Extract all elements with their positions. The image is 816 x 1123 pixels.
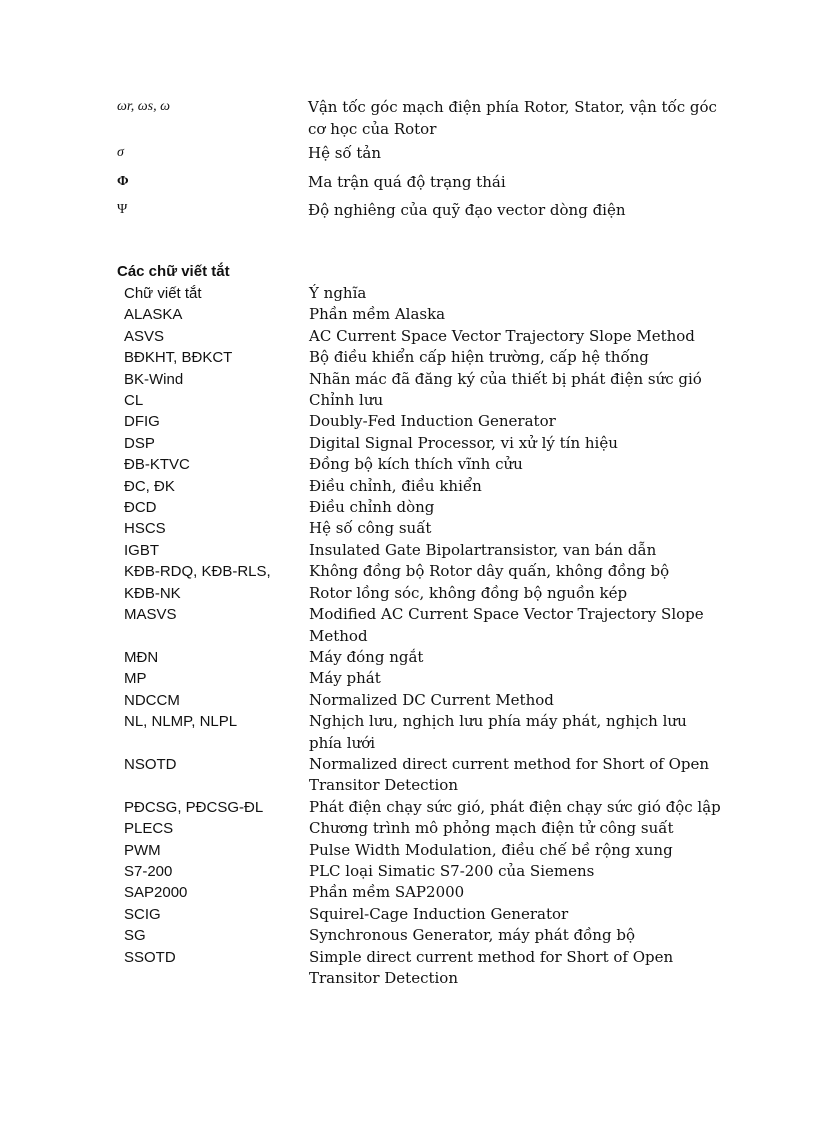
abbreviation-row	[124, 925, 724, 946]
meaning-cell: Ma trận quá độ trạng thái	[308, 173, 506, 191]
abbreviation-key: SCIG	[124, 905, 161, 923]
abbreviation-key: ĐCD	[124, 499, 157, 517]
abbreviation-key: ALASKA	[124, 306, 183, 324]
symbol-cell: Ψ	[117, 202, 128, 217]
abbreviation-key: MP	[124, 670, 147, 688]
abbreviation-row	[124, 304, 724, 325]
abbreviation-meaning: Bộ điều khiển cấp hiện trường, cấp hệ thống	[309, 348, 649, 367]
symbol-row	[117, 171, 717, 193]
abbreviation-key: PLECS	[124, 820, 174, 838]
abbreviation-row	[124, 861, 724, 882]
abbreviation-meaning: AC Current Space Vector Trajectory Slope Method	[309, 326, 695, 345]
abbreviation-meaning: Modified AC Current Space Vector Trajectory Slope Method	[309, 605, 704, 645]
abbreviation-row	[124, 882, 724, 903]
abbreviation-key: MASVS	[124, 606, 177, 624]
abbreviation-row	[124, 754, 724, 797]
abbreviation-key: ASVS	[124, 327, 165, 345]
abbreviation-meaning: Máy đóng ngắt	[309, 647, 424, 666]
abbreviation-meaning: Simple direct current method for Short of Open Transitor Detection	[309, 947, 674, 987]
abbreviation-meaning: Chương trình mô phỏng mạch điện tử công suất	[309, 819, 674, 838]
abbreviation-meaning: Không đồng bộ Rotor dây quấn, không đồng bộ	[309, 562, 670, 581]
abbreviation-row	[124, 904, 724, 925]
abbreviation-key: IGBT	[124, 541, 160, 559]
abbreviation-meaning: Máy phát	[309, 669, 381, 688]
abbreviation-meaning: Nghịch lưu, nghịch lưu phía máy phát, nghịch lưu phía lưới	[309, 712, 687, 752]
abbreviation-meaning: Phần mềm Alaska	[309, 305, 446, 324]
abbreviation-row	[124, 518, 724, 539]
abbreviation-key: ĐC, ĐK	[124, 477, 175, 495]
abbreviation-row	[124, 369, 724, 390]
header-meaning: Ý nghĩa	[309, 284, 367, 302]
symbol-row	[117, 142, 717, 164]
symbol-cell: σ	[117, 145, 124, 160]
abbreviation-key: KĐB-NK	[124, 584, 181, 602]
abbreviation-meaning: PLC loại Simatic S7-200 của Siemens	[309, 861, 595, 880]
abbreviation-meaning: Điều chỉnh, điều khiển	[309, 476, 482, 495]
abbreviation-meaning: Pulse Width Modulation, điều chế bề rộng xung	[309, 840, 673, 859]
abbreviation-row	[124, 347, 724, 368]
abbreviation-row	[124, 583, 724, 604]
abbreviation-key: NL, NLMP, NLPL	[124, 713, 238, 731]
abbreviation-meaning: Synchronous Generator, máy phát đồng bộ	[309, 926, 635, 945]
abbreviation-key: PĐCSG, PĐCSG-ĐL	[124, 798, 264, 816]
abbreviation-row	[124, 476, 724, 497]
abbreviation-row	[124, 840, 724, 861]
abbreviation-meaning: Normalized DC Current Method	[309, 690, 554, 709]
abbreviation-row	[124, 690, 724, 711]
symbol-row	[117, 96, 717, 140]
abbreviation-key: SAP2000	[124, 884, 188, 902]
symbol-cell: Φ	[117, 174, 129, 189]
abbreviation-header-row	[124, 283, 724, 304]
abbreviation-key: KĐB-RDQ, KĐB-RLS,	[124, 563, 271, 581]
abbreviation-key: BK-Wind	[124, 370, 184, 388]
abbreviation-meaning: Phần mềm SAP2000	[309, 883, 465, 902]
abbreviation-meaning: Digital Signal Processor, vi xử lý tín hiệu	[309, 433, 618, 452]
section-title: Các chữ viết tắt	[117, 263, 230, 280]
abbreviation-table	[124, 283, 724, 989]
abbreviation-key: DFIG	[124, 413, 160, 431]
header-abbreviation: Chữ viết tắt	[124, 285, 202, 302]
abbreviation-row	[124, 326, 724, 347]
abbreviation-key: DSP	[124, 434, 155, 452]
abbreviation-row	[124, 947, 724, 990]
abbreviation-key: NSOTD	[124, 755, 177, 773]
abbreviation-key: MĐN	[124, 648, 159, 666]
abbreviation-meaning: Rotor lồng sóc, không đồng bộ nguồn kép	[309, 583, 628, 602]
abbreviation-meaning: Insulated Gate Bipolartransistor, van bán dẫn	[309, 540, 657, 559]
abbreviation-row	[124, 454, 724, 475]
abbreviation-key: HSCS	[124, 520, 166, 538]
abbreviation-key: ĐB-KTVC	[124, 456, 190, 474]
abbreviation-meaning: Chỉnh lưu	[309, 391, 384, 410]
meaning-cell: Độ nghiêng của quỹ đạo vector dòng điện	[308, 201, 626, 219]
abbreviation-meaning: Doubly-Fed Induction Generator	[309, 412, 556, 431]
abbreviation-row	[124, 390, 724, 411]
abbreviation-row	[124, 647, 724, 668]
abbreviation-key: NDCCM	[124, 691, 180, 709]
abbreviation-meaning: Nhãn mác đã đăng ký của thiết bị phát điện sức gió	[309, 369, 702, 388]
abbreviation-meaning: Phát điện chạy sức gió, phát điện chạy sức gió độc lập	[309, 797, 721, 816]
symbol-row	[117, 199, 717, 221]
meaning-cell: Vận tốc góc mạch điện phía Rotor, Stator, vận tốc góc cơ học của Rotor	[308, 98, 717, 138]
abbreviation-row	[124, 668, 724, 689]
abbreviation-key: BĐKHT, BĐKCT	[124, 349, 233, 367]
symbol-table	[117, 96, 717, 221]
abbreviation-key: SG	[124, 927, 146, 945]
abbreviation-row	[124, 818, 724, 839]
abbreviation-row	[124, 411, 724, 432]
abbreviation-row	[124, 433, 724, 454]
abbreviation-row	[124, 604, 724, 647]
abbreviation-key: CL	[124, 392, 144, 410]
symbol-cell: ωr, ωs, ω	[117, 99, 170, 114]
abbreviation-key: SSOTD	[124, 948, 176, 966]
abbreviation-row	[124, 711, 724, 754]
abbreviation-row	[124, 797, 724, 818]
meaning-cell: Hệ số tản	[308, 144, 382, 162]
abbreviation-row	[124, 561, 724, 582]
abbreviation-row	[124, 497, 724, 518]
abbreviation-meaning: Hệ số công suất	[309, 519, 432, 538]
abbreviation-meaning: Squirel-Cage Induction Generator	[309, 904, 569, 923]
abbreviation-meaning: Normalized direct current method for Short of Open Transitor Detection	[309, 754, 710, 795]
abbreviation-meaning: Đồng bộ kích thích vĩnh cửu	[309, 455, 523, 474]
abbreviation-meaning: Điều chỉnh dòng	[309, 498, 435, 517]
abbreviation-key: S7-200	[124, 862, 173, 880]
abbreviation-key: PWM	[124, 841, 161, 859]
abbreviation-row	[124, 540, 724, 561]
